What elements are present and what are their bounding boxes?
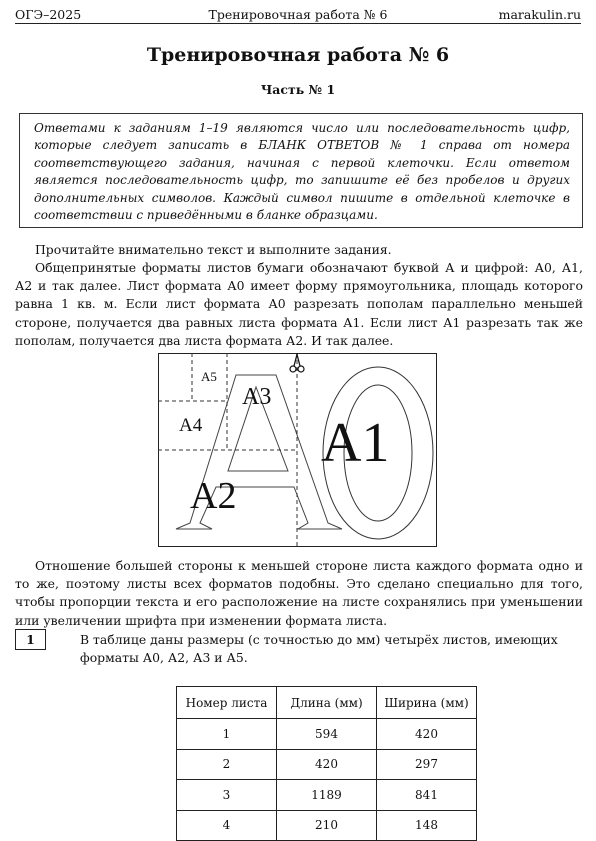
table-row [177, 749, 477, 780]
header-site: marakulin.ru [498, 7, 581, 22]
task-number-box: 1 [15, 629, 46, 650]
paper-formats-figure [158, 353, 437, 548]
table-row [177, 780, 477, 811]
table-cell: 210 [277, 810, 377, 841]
table-row [177, 810, 477, 841]
table-cell: 841 [377, 780, 477, 811]
label-a1: А1 [321, 412, 390, 474]
label-a2: А2 [190, 475, 237, 517]
table-cell: 1 [177, 719, 277, 750]
label-a4: А4 [179, 415, 203, 436]
page-title: Тренировочная работа № 6 [146, 44, 450, 66]
table-header-cell: Ширина (мм) [377, 687, 477, 719]
table-cell: 3 [177, 780, 277, 811]
header-exam-label: ОГЭ–2025 [15, 7, 82, 22]
table-cell: 2 [177, 749, 277, 780]
table-cell: 148 [377, 810, 477, 841]
task-text: В таблице даны размеры (с точностью до мм) четырёх листов, имеющих форматы А0, А2, А3 и А5. [80, 632, 558, 666]
table-cell: 420 [377, 719, 477, 750]
table-cell: 297 [377, 749, 477, 780]
header-work-title: Тренировочная работа № 6 [208, 7, 388, 22]
intro-text: Прочитайте внимательно текст и выполните задания. [35, 242, 392, 257]
table-cell: 420 [277, 749, 377, 780]
paragraph-formats: Общепринятые форматы листов бумаги обозначают буквой А и цифрой: А0, А1, А2 и так далее. Лист формата А0 имеет форму прямоугольника, площадь которого равна 1 кв. м. Если лист формата А0 разрезать пополам параллельно меньшей стороне, получается два равных листа формата А1. Если лист А1 разрезать так же пополам, получается два листа формата А2. И так далее. [15, 260, 583, 348]
table-header-cell: Длина (мм) [277, 687, 377, 719]
label-a3: А3 [242, 384, 272, 410]
table-header-row [177, 687, 477, 719]
table-row [177, 719, 477, 750]
page-header [15, 7, 581, 24]
label-a5: А5 [201, 369, 217, 384]
table-header-cell: Номер листа [177, 687, 277, 719]
instructions-box: Ответами к заданиям 1–19 являются число или последовательность цифр, которые следует записать в БЛАНК ОТВЕТОВ № 1 справа от номера соответствующего задания, начиная с первой клеточки. Если ответом является последовательность цифр, то запишите её без пробелов и других дополнительных символов. Каждый символ пишите в отдельной клеточке в соответствии с приведёнными в бланке образцами. [19, 113, 583, 228]
part-title: Часть № 1 [260, 82, 336, 97]
paragraph-proportions: Отношение большей стороны к меньшей стороне листа каждого формата одно и то же, поэтому листы всех форматов подобны. Это сделано специально для того, чтобы пропорции текста и его расположение на листе сохранялись при уменьшении или увеличении шрифта при изменении формата листа. [15, 558, 583, 628]
table-cell: 594 [277, 719, 377, 750]
sheet-sizes-table [176, 686, 477, 841]
table-cell: 4 [177, 810, 277, 841]
table-cell: 1189 [277, 780, 377, 811]
